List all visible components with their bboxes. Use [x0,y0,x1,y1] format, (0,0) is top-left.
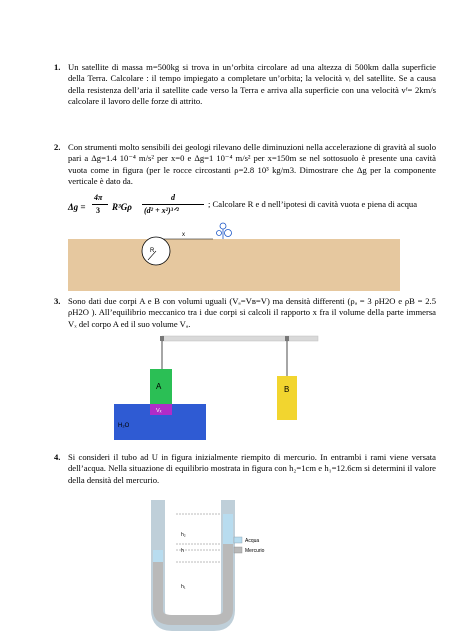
mercury-column [158,544,228,620]
label-h2: h₂ [181,532,186,538]
legend-water-label: Acqua [245,538,260,544]
pulley-end-left [160,336,164,341]
body-b [277,376,297,420]
problem-text: Con strumenti molto sensibili dei geologi rilevano delle diminuzioni nella accelerazione di gravità al suolo pari a Δg=1.4 10⁻⁴ m/s² per x=0 e Δg=1 10⁻⁴ m/s² per x=150m se nel sottosuolo è presente una cavità vuota come in figura (per le rocce circostanti ρ=2.8 10³ kg/m3. Dimostrare che Δg per la componente verticale è dato da. [68,142,436,186]
formula-frac-num: d [171,193,175,202]
u-tube-figure [148,500,308,632]
problem-text: Un satellite di massa m=500kg si trova in un’orbita circolare ad una altezza di 500km dalla superficie della Terra. Calcolare : il tempo impiegato a completare un’orbita; la velocità vᵢ del satellite. Se a causa della resistenza dell’aria il satellite cade verso la Terra e arriva alla superficie con una velocità vᶠ= 2km/s calcolare il lavoro delle forze di attrito. [68,62,436,106]
x-label: x [182,232,185,238]
problem-text: Si consideri il tubo ad U in figura inizialmente riempito di mercurio. In entrambi i rami viene versata dell’acqua. Nella situazione di equilibrio mostrata in figura con h₂=1cm e h₁=12.6cm si determini il valore della densità del mercurio. [68,452,436,485]
label-b: B [284,385,290,394]
problem-1 [54,62,436,107]
problem-number: 1. [54,62,61,72]
cavity-figure [68,225,400,291]
label-h: h [181,548,184,554]
formula-coef-bar [92,204,108,205]
problem-text: Sono dati due corpi A e B con volumi uguali (Vₐ=Vʙ=V) ma densità differenti (ρₐ = 3 ρH2O e ρB = 2.5 ρH2O ). All’equilibrio meccanico tra i due corpi si calcoli il rapporto x fra il volume della parte immersa Vₓ del corpo A ed il suo volume Vₐ. [68,296,436,329]
problem-number: 3. [54,296,61,306]
gravity-formula [68,193,438,221]
label-a: A [156,382,162,391]
water-left [153,550,163,562]
label-vx: Vₓ [156,408,162,414]
legend-mercury-swatch [234,547,242,553]
formula-frac-bar [142,204,204,205]
problem-4 [54,452,436,486]
ground [68,239,400,291]
legend-water-swatch [234,537,242,543]
formula-lhs: Δg = [68,202,86,212]
formula-coef-den: 3 [96,206,100,215]
problem-2 [54,142,436,187]
formula-tail: ; Calcolare R e d nell’ipotesi di cavità vuota e piena di acqua [208,199,418,209]
problem-number: 2. [54,142,61,152]
formula-coef-num: 4π [94,193,103,202]
water-right [223,514,233,544]
label-water: H₂O [118,423,130,429]
geologist-icon [217,223,232,239]
legend-mercury-label: Mercurio [245,548,265,554]
pulley-figure [114,336,364,442]
label-h1: h₁ [181,584,186,590]
problem-3 [54,296,436,330]
pulley-end-right [285,336,289,341]
problem-number: 4. [54,452,61,462]
formula-mid: R³Gρ [112,202,132,212]
pulley-bar [162,336,318,341]
formula-frac-den: (d² + x²)³ᐟ² [144,206,179,215]
r-label: R [150,248,155,254]
